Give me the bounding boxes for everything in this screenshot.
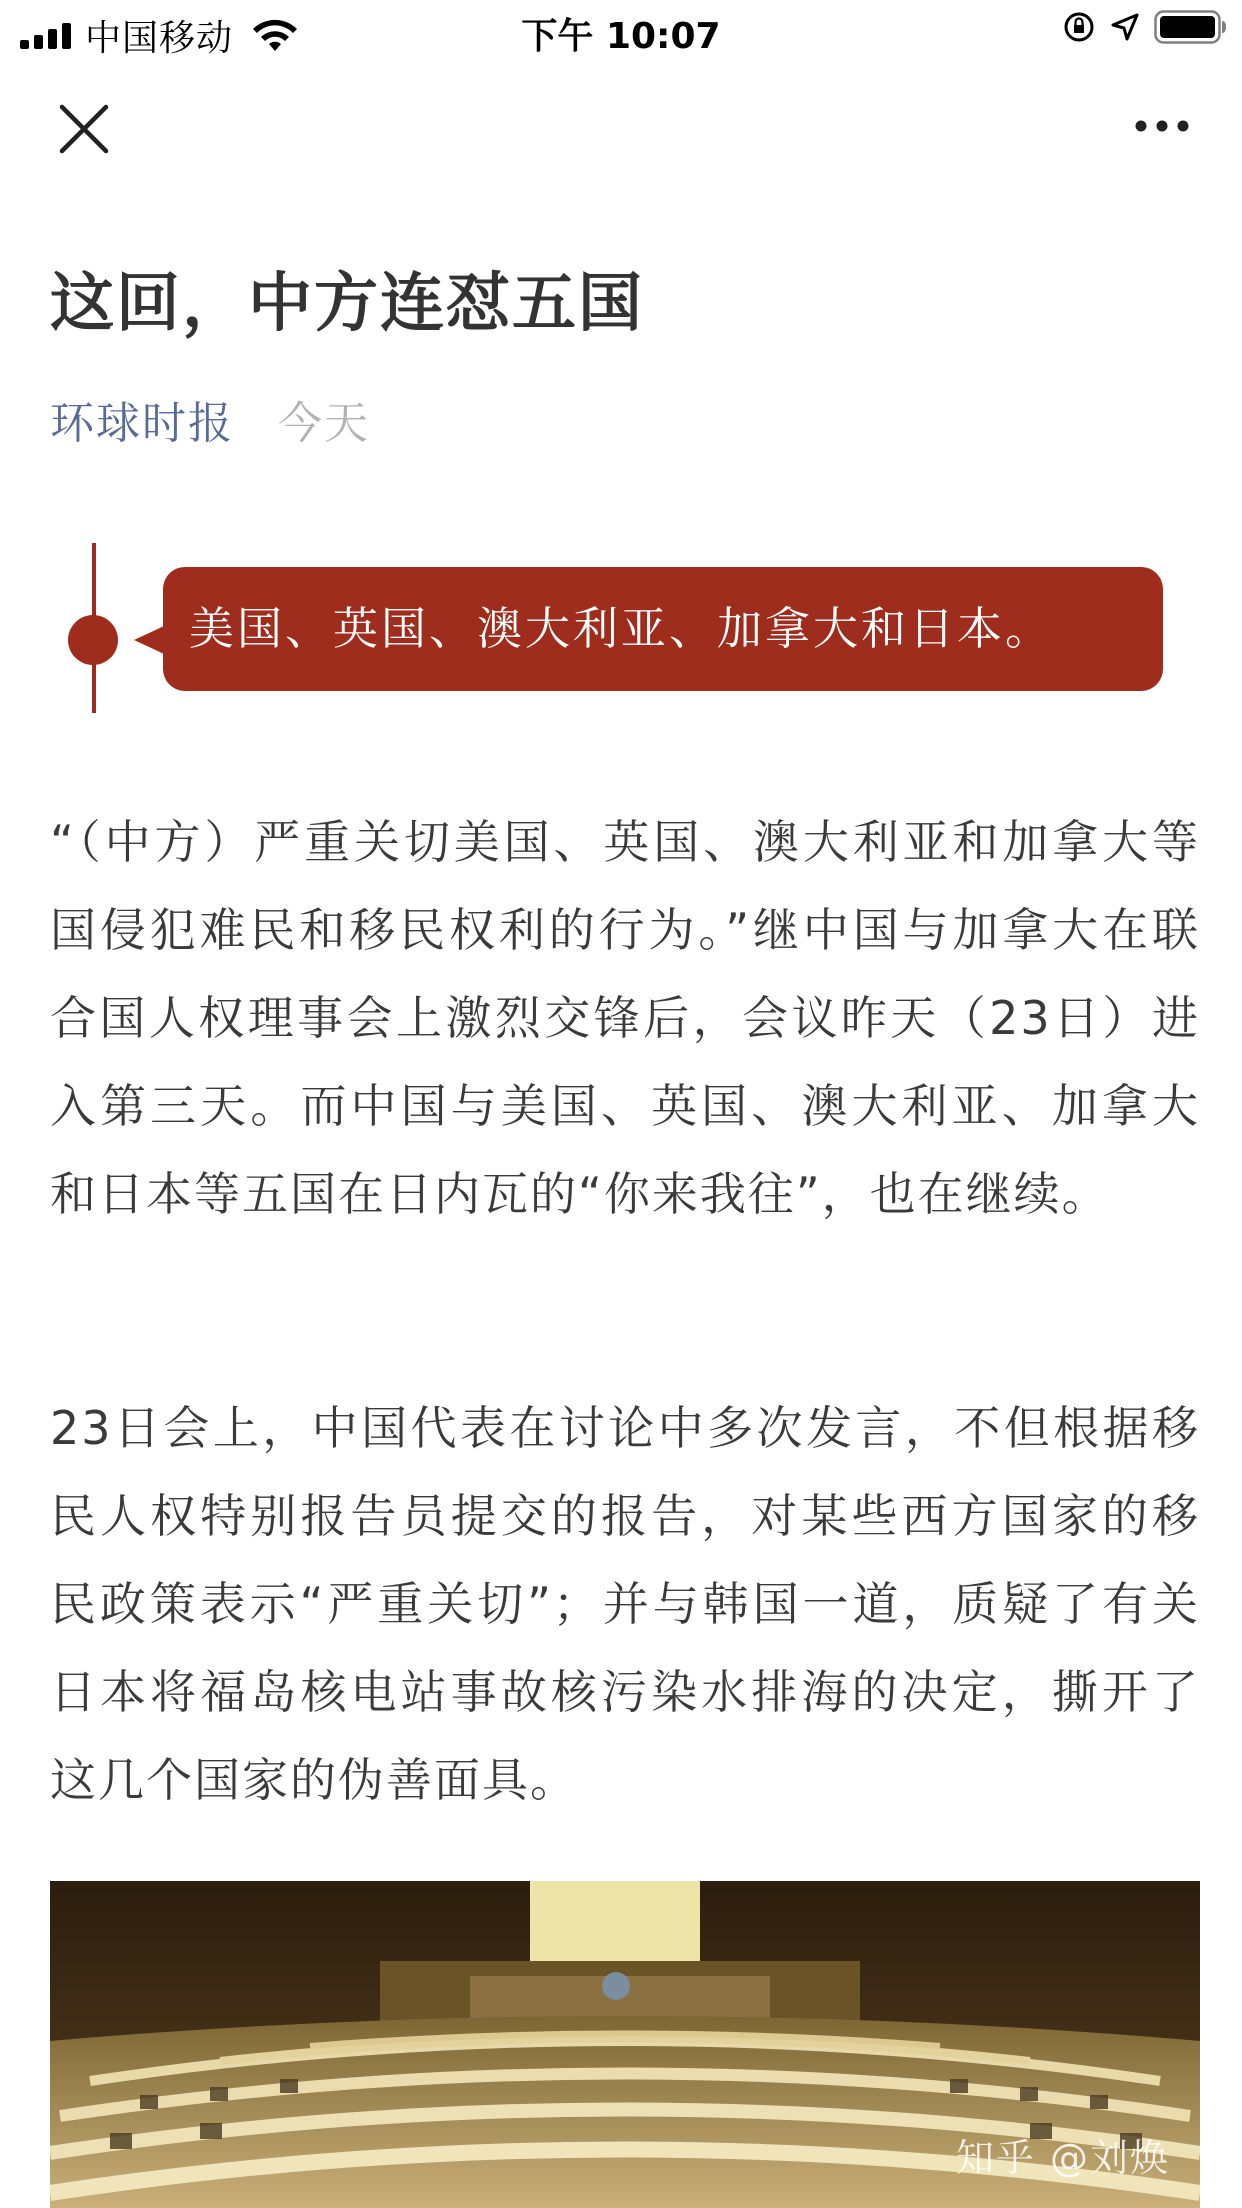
- close-icon[interactable]: [58, 103, 110, 155]
- callout-box: 美国、英国、澳大利亚、加拿大和日本。: [163, 567, 1163, 691]
- callout-arrow: [134, 626, 164, 654]
- status-right: [1062, 10, 1228, 44]
- article-paragraph-1: “（中方）严重关切美国、英国、澳大利亚和加拿大等国侵犯难民和移民权利的行为。”继中国与加拿大在联合国人权理事会上激烈交锋后，会议昨天（23日）进入第三天。而中国与美国、英国、澳大利亚、加拿大和日本等五国在日内瓦的“你来我往”，也在继续。: [50, 815, 1200, 1221]
- publish-date: 今天: [278, 398, 370, 449]
- article-paragraph-2: 23日会上，中国代表在讨论中多次发言，不但根据移民人权特别报告员提交的报告，对某些西方国家的移民政策表示“严重关切”；并与韩国一道，质疑了有关日本将福岛核电站事故核污染水排海的决定，撕开了这几个国家的伪善面具。: [50, 1401, 1200, 1807]
- location-icon: [1110, 12, 1140, 42]
- article-title: 这回，中方连怼五国: [50, 267, 644, 341]
- more-icon[interactable]: [1134, 113, 1190, 139]
- callout-dot: [68, 615, 118, 665]
- source-link[interactable]: 环球时报: [50, 398, 234, 449]
- battery-icon: [1154, 10, 1228, 44]
- carrier-name: 中国移动: [85, 18, 234, 59]
- status-bar: [0, 0, 1242, 62]
- status-time: 下午 10:07: [521, 16, 721, 57]
- watermark: 知乎 @刘焕: [955, 2136, 1170, 2180]
- article-meta: [50, 387, 370, 451]
- orientation-lock-icon: [1062, 10, 1096, 44]
- council-chamber-photo[interactable]: [50, 1881, 1200, 2208]
